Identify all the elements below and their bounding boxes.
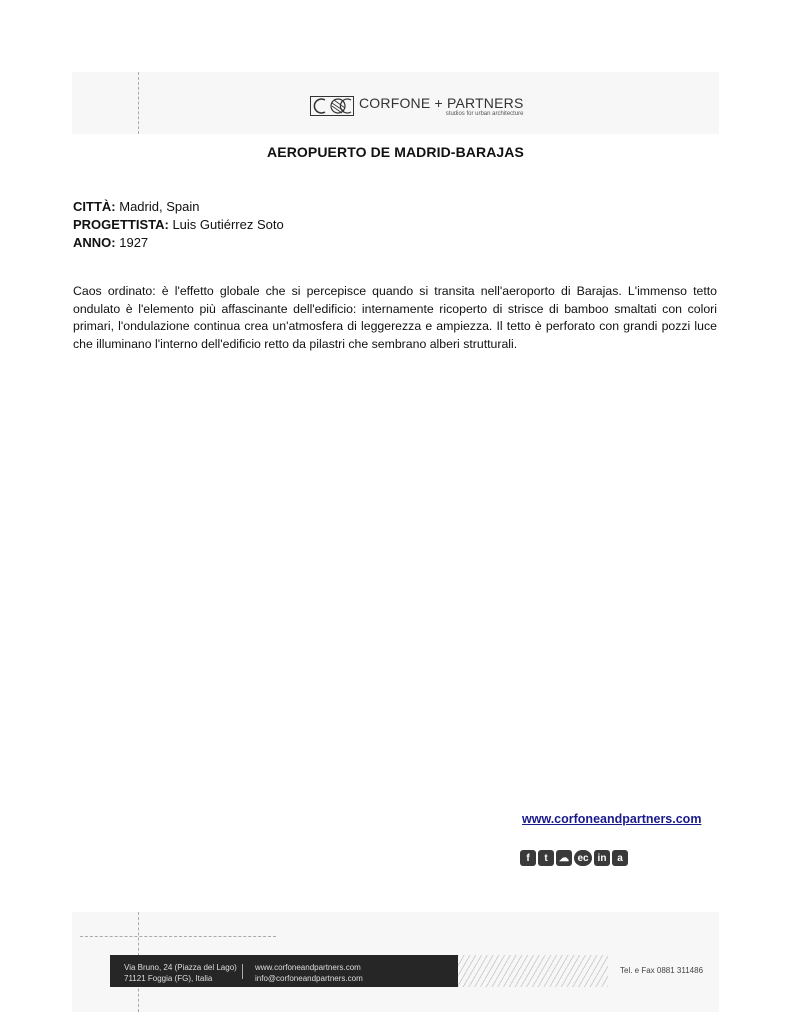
- field-year-label: ANNO:: [73, 235, 116, 250]
- twitter-icon[interactable]: t: [538, 850, 554, 866]
- field-designer-value: Luis Gutiérrez Soto: [172, 217, 284, 232]
- address-line-2: 71121 Foggia (FG), Italia: [124, 973, 213, 983]
- logo-tagline: studios for urban architecture: [445, 110, 524, 117]
- footer-guide-line-horizontal: [80, 936, 276, 937]
- logo-name: CORFONE + PARTNERS: [359, 94, 524, 111]
- field-city-value: Madrid, Spain: [119, 199, 200, 214]
- project-description: Caos ordinato: è l'effetto globale che si percepisce quando si transita nell'aeroporto di Barajas. L'immenso tetto ondulato è l'elemento più affascinante dell'edificio: internamente ricoperto di strisce di bamboo smaltati con colori primari, l'ondulazione continua crea un'atmosfera di leggerezza e ampiezza. Il tetto è perforato con grandi pozzi luce che illuminano l'interno dell'edificio retto da pilastri che sembrano alberi strutturali.: [73, 284, 717, 351]
- cloud-icon[interactable]: ☁: [556, 850, 572, 866]
- logo-mark-icon: [310, 96, 354, 116]
- address-line-1: Via Bruno, 24 (Piazza del Lago): [124, 963, 237, 972]
- ec-icon[interactable]: ec: [574, 850, 592, 866]
- footer-web[interactable]: www.corfoneandpartners.com: [255, 963, 361, 972]
- header-guide-line: [138, 72, 139, 134]
- field-year-value: 1927: [119, 235, 149, 250]
- field-city-label: CITTÀ:: [73, 199, 116, 214]
- field-year: [73, 234, 284, 252]
- field-city: [73, 198, 284, 216]
- footer-phone: Tel. e Fax 0881 311486: [620, 966, 704, 975]
- project-metadata: [73, 198, 284, 252]
- facebook-icon[interactable]: f: [520, 850, 536, 866]
- document-title: AEROPUERTO DE MADRID-BARAJAS: [267, 144, 524, 160]
- footer-contacts: [255, 963, 363, 984]
- footer-divider: [242, 964, 243, 979]
- field-designer-label: PROGETTISTA:: [73, 217, 169, 232]
- footer-email[interactable]: info@corfoneandpartners.com: [255, 973, 363, 983]
- social-icons: [520, 850, 628, 866]
- a-icon[interactable]: a: [612, 850, 628, 866]
- footer-contact-bar: [110, 955, 458, 987]
- footer-address: [124, 963, 237, 984]
- footer-hatch-pattern: [458, 955, 608, 987]
- website-link[interactable]: www.corfoneandpartners.com: [522, 812, 702, 826]
- field-designer: [73, 216, 284, 234]
- company-logo: [310, 95, 524, 117]
- linkedin-icon[interactable]: in: [594, 850, 610, 866]
